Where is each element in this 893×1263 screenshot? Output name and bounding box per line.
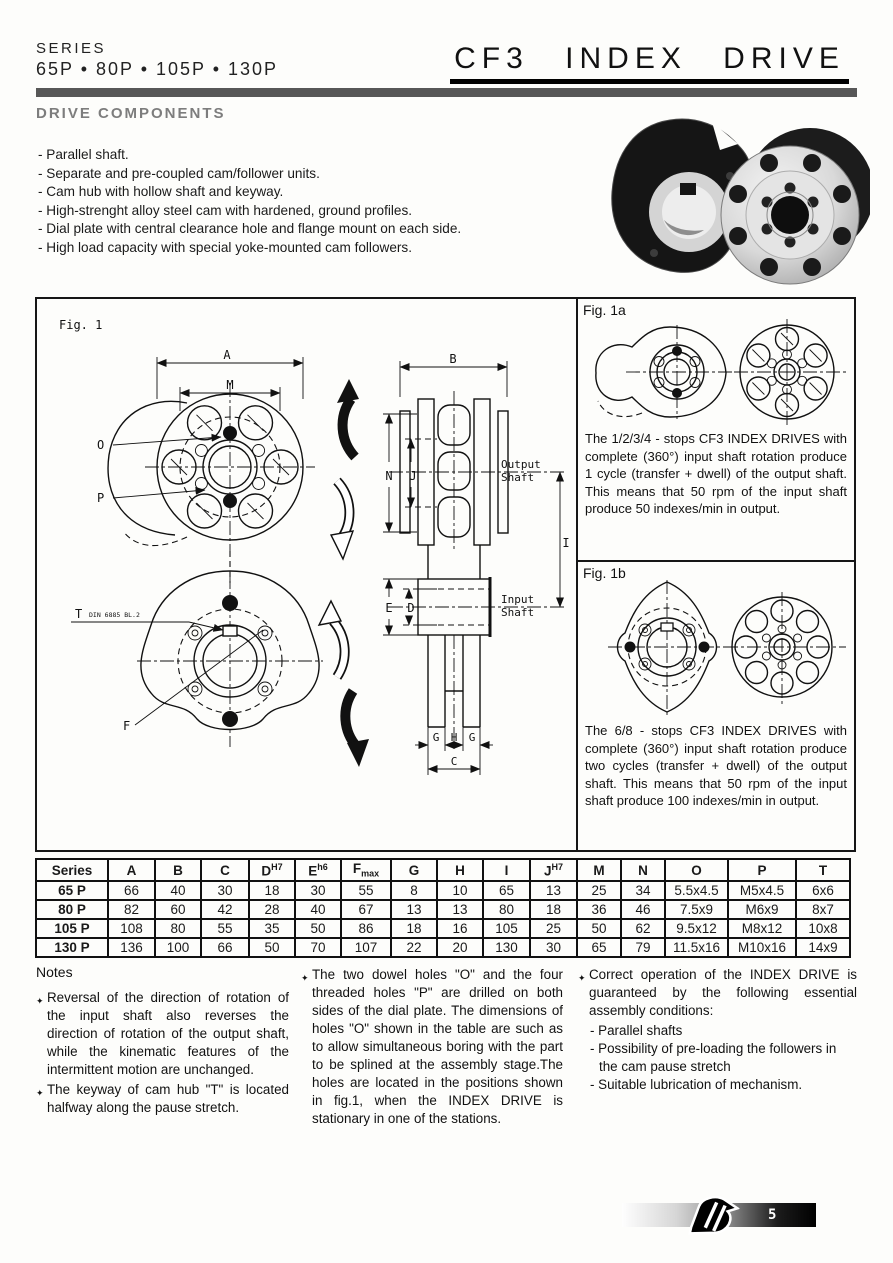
fig1a-panel xyxy=(578,299,854,562)
table-cell: 11.5x16 xyxy=(665,938,728,957)
table-cell: 86 xyxy=(341,919,391,938)
fig-side-column xyxy=(576,299,854,850)
table-cell: 25 xyxy=(577,881,621,900)
col-header: H xyxy=(437,859,483,881)
svg-text:F: F xyxy=(123,719,131,733)
svg-text:P: P xyxy=(97,491,105,505)
table-header-row xyxy=(36,859,850,881)
table-cell: 82 xyxy=(108,900,155,919)
component-item: - High-strenght alloy steel cam with hardened, ground profiles. xyxy=(38,202,413,218)
table-cell: M5x4.5 xyxy=(728,881,796,900)
table-cell: 50 xyxy=(295,919,341,938)
col-header: B xyxy=(155,859,201,881)
table-row xyxy=(36,919,850,938)
table-cell: 10 xyxy=(437,881,483,900)
fig1-cam-view xyxy=(71,571,323,747)
fig1-front-view xyxy=(97,348,315,583)
svg-text:DIN 6885 BL.2: DIN 6885 BL.2 xyxy=(89,611,140,619)
bullet-glyph: ✦ xyxy=(301,973,309,983)
col-header: $E^{h6}$ xyxy=(295,859,341,881)
col-header: C xyxy=(201,859,249,881)
dimensions-table xyxy=(35,858,851,958)
notes-column-1 xyxy=(36,963,289,1119)
page-number: 5 xyxy=(768,1207,777,1223)
rotation-arrows-cam xyxy=(319,601,369,767)
series-label: SERIES xyxy=(36,40,107,57)
svg-text:O: O xyxy=(97,438,105,452)
table-cell: M6x9 xyxy=(728,900,796,919)
col-header: $J^{H7}$ xyxy=(530,859,577,881)
svg-text:E: E xyxy=(385,601,393,615)
svg-text:Input: Input xyxy=(501,593,535,606)
svg-text:D: D xyxy=(407,601,415,615)
figure-box xyxy=(35,297,856,852)
table-cell: 30 xyxy=(530,938,577,957)
table-cell: 40 xyxy=(155,881,201,900)
table-row xyxy=(36,881,850,900)
svg-text:Shaft: Shaft xyxy=(501,471,535,484)
col-header: $F_{max}$ xyxy=(341,859,391,881)
fig1-drawing xyxy=(37,299,572,846)
series-cell: 65 P xyxy=(36,881,108,900)
fig1-panel xyxy=(37,299,576,850)
series-cell: 130 P xyxy=(36,938,108,957)
assembly-condition: - Possibility of pre-loading the followers in the cam pause stretch xyxy=(590,1041,837,1074)
table-cell: 30 xyxy=(295,881,341,900)
component-item: - Parallel shaft. xyxy=(38,147,129,162)
table-cell: 100 xyxy=(155,938,201,957)
table-cell: 55 xyxy=(341,881,391,900)
assembly-condition: - Suitable lubrication of mechanism. xyxy=(590,1077,803,1092)
svg-text:T: T xyxy=(75,607,83,621)
table-cell: 65 xyxy=(577,938,621,957)
series-models: 65P • 80P • 105P • 130P xyxy=(36,59,279,79)
svg-text:I: I xyxy=(562,536,570,550)
table-cell: 70 xyxy=(295,938,341,957)
product-photo xyxy=(592,110,870,285)
svg-text:N: N xyxy=(385,469,393,483)
table-cell: 46 xyxy=(621,900,665,919)
table-cell: 50 xyxy=(249,938,295,957)
table-cell: 13 xyxy=(530,881,577,900)
notes-title: Notes xyxy=(36,964,73,980)
fig1a-caption: The 1/2/3/4 - stops CF3 INDEX DRIVES with complete (360°) input shaft rotation produce 1 cycle (transfer + dwell) of the output shaft. This means that 50 rpm of the input shaft produce 50 indexes/min in output. xyxy=(585,431,847,516)
table-cell: 50 xyxy=(577,919,621,938)
svg-text:A: A xyxy=(223,348,231,362)
table-cell: 42 xyxy=(201,900,249,919)
table-cell: 22 xyxy=(391,938,437,957)
fig1a-label: Fig. 1a xyxy=(583,302,626,318)
table-cell: 8x7 xyxy=(796,900,850,919)
component-item: - Separate and pre-coupled cam/follower units. xyxy=(38,165,320,181)
svg-text:Output: Output xyxy=(501,458,541,471)
table-cell: 28 xyxy=(249,900,295,919)
svg-text:B: B xyxy=(449,352,457,366)
fig1b-drawing xyxy=(582,578,848,718)
fig1-side-view xyxy=(383,352,570,775)
col-header: Series xyxy=(36,859,108,881)
table-cell: 66 xyxy=(108,881,155,900)
table-cell: 60 xyxy=(155,900,201,919)
svg-text:H: H xyxy=(450,731,458,744)
table-cell: 8 xyxy=(391,881,437,900)
series-cell: 80 P xyxy=(36,900,108,919)
section-title: DRIVE COMPONENTS xyxy=(36,105,226,122)
svg-text:G: G xyxy=(468,731,476,744)
table-cell: 16 xyxy=(437,919,483,938)
table-cell: M8x12 xyxy=(728,919,796,938)
col-header: P xyxy=(728,859,796,881)
fig1a-drawing xyxy=(582,315,848,427)
footer-bar xyxy=(622,1203,816,1227)
table-cell: 13 xyxy=(437,900,483,919)
bullet-glyph: ✦ xyxy=(36,1088,44,1098)
note-item: ✦ The two dowel holes "O" and the four threaded holes "P" are drilled on both sides of the dial plate. The dimensions of holes "O" shown in the table are such as to allow simultaneous boring with the part to be splined at the assembly stage.The holes are located in the positions shown in fig.1, when the INDEX DRIVE is stationary in one of the stations. xyxy=(301,967,563,1126)
table-row xyxy=(36,900,850,919)
table-cell: 105 xyxy=(483,919,530,938)
bullet-glyph: ✦ xyxy=(36,996,44,1006)
col-header: $D^{H7}$ xyxy=(249,859,295,881)
table-cell: 65 xyxy=(483,881,530,900)
table-cell: 67 xyxy=(341,900,391,919)
table-cell: 9.5x12 xyxy=(665,919,728,938)
brand-logo-icon xyxy=(682,1190,742,1240)
fig1b-caption: The 6/8 - stops CF3 INDEX DRIVES with complete (360°) input shaft rotation produce two cycles (transfer + dwell) of the output shaft. This means that 50 rpm of the input shaft produce 100 indexes/min in output. xyxy=(585,723,847,808)
table-row xyxy=(36,938,850,957)
table-cell: 18 xyxy=(530,900,577,919)
table-cell: 10x8 xyxy=(796,919,850,938)
table-cell: 40 xyxy=(295,900,341,919)
table-cell: 7.5x9 xyxy=(665,900,728,919)
fig1-label: Fig. 1 xyxy=(59,318,103,332)
table-cell: 108 xyxy=(108,919,155,938)
table-cell: 13 xyxy=(391,900,437,919)
fig1b-panel xyxy=(578,562,854,848)
svg-text:M: M xyxy=(226,378,234,392)
col-header: G xyxy=(391,859,437,881)
assembly-condition: - Parallel shafts xyxy=(590,1023,683,1038)
table-cell: 14x9 xyxy=(796,938,850,957)
table-cell: M10x16 xyxy=(728,938,796,957)
col-header: A xyxy=(108,859,155,881)
page-title: CF3 INDEX DRIVE xyxy=(450,42,849,84)
table-cell: 66 xyxy=(201,938,249,957)
rotation-arrows-front xyxy=(331,379,359,559)
col-header: N xyxy=(621,859,665,881)
note-item: ✦ Correct operation of the INDEX DRIVE is guaranteed by the following essential assembly conditions: xyxy=(578,967,857,1018)
table-cell: 62 xyxy=(621,919,665,938)
table-cell: 5.5x4.5 xyxy=(665,881,728,900)
table-cell: 6x6 xyxy=(796,881,850,900)
table-cell: 20 xyxy=(437,938,483,957)
table-cell: 80 xyxy=(155,919,201,938)
fig1b-label: Fig. 1b xyxy=(583,565,626,581)
col-header: M xyxy=(577,859,621,881)
table-cell: 80 xyxy=(483,900,530,919)
component-item: - High load capacity with special yoke-mounted cam followers. xyxy=(38,239,412,255)
table-cell: 35 xyxy=(249,919,295,938)
components-list xyxy=(38,146,578,258)
table-cell: 136 xyxy=(108,938,155,957)
table-cell: 107 xyxy=(341,938,391,957)
table-cell: 55 xyxy=(201,919,249,938)
table-cell: 18 xyxy=(249,881,295,900)
header-rule xyxy=(36,88,857,97)
table-cell: 25 xyxy=(530,919,577,938)
svg-text:J: J xyxy=(409,469,417,483)
col-header: I xyxy=(483,859,530,881)
table-cell: 36 xyxy=(577,900,621,919)
bullet-glyph: ✦ xyxy=(578,973,586,983)
col-header: O xyxy=(665,859,728,881)
svg-text:G: G xyxy=(432,731,440,744)
table-cell: 18 xyxy=(391,919,437,938)
note-item: ✦ Reversal of the direction of rotation of the input shaft also reverses the direction of rotation of the output shaft, while the kinematic features of the intermittent motion are unchanged. xyxy=(36,990,289,1077)
notes-column-3 xyxy=(578,966,857,1094)
note-item: ✦ The keyway of cam hub "T" is located halfway along the pause stretch. xyxy=(36,1082,289,1115)
table-cell: 30 xyxy=(201,881,249,900)
table-cell: 79 xyxy=(621,938,665,957)
table-cell: 34 xyxy=(621,881,665,900)
svg-text:Shaft: Shaft xyxy=(501,606,535,619)
col-header: T xyxy=(796,859,850,881)
component-item: - Dial plate with central clearance hole and flange mount on each side. xyxy=(38,221,462,237)
component-item: - Cam hub with hollow shaft and keyway. xyxy=(38,184,284,200)
table-cell: 130 xyxy=(483,938,530,957)
series-cell: 105 P xyxy=(36,919,108,938)
notes-column-2 xyxy=(301,966,563,1130)
svg-text:C: C xyxy=(450,755,458,768)
